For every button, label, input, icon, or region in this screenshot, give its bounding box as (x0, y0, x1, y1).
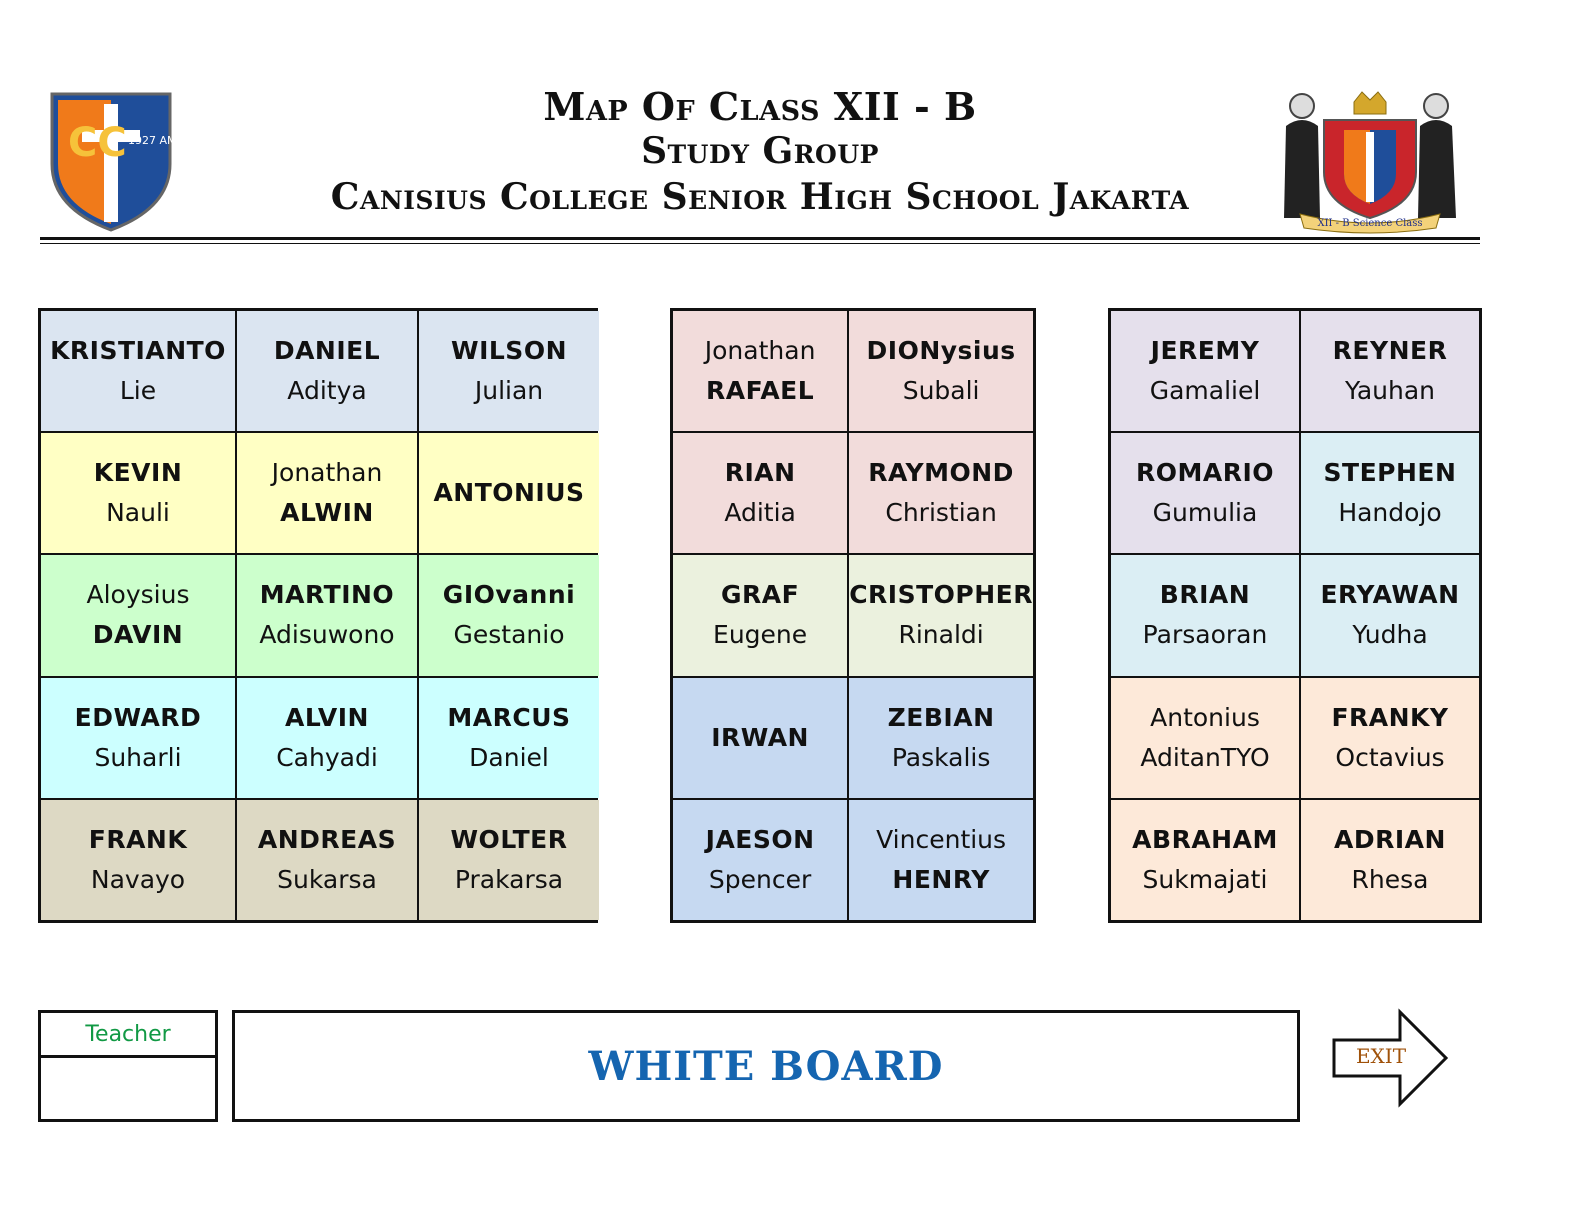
student-name-line1: DIONysius (866, 336, 1016, 366)
student-name-line1: GRAF (721, 580, 800, 610)
seat-card (1301, 433, 1479, 553)
student-name-line1: WILSON (451, 336, 567, 366)
student-name-line1: Antonius (1150, 702, 1260, 732)
seat-card (1111, 678, 1299, 798)
school-crest-icon (44, 86, 194, 234)
seat-card (237, 800, 417, 920)
student-name-line1: Aloysius (86, 580, 190, 610)
student-name-line2: Sukarsa (277, 864, 377, 894)
student-name-line1: MARCUS (447, 702, 571, 732)
student-name-line1: STEPHEN (1323, 458, 1457, 488)
student-name-line1: JAESON (705, 824, 815, 854)
school-name: Canisius College Senior High School Jakarta (330, 176, 1190, 218)
student-name-line1: ANTONIUS (433, 478, 585, 508)
seat-group-left (38, 308, 598, 923)
seat-card (1111, 555, 1299, 675)
student-name-line1: CRISTOPHER (849, 580, 1033, 610)
student-name-line1: FRANK (88, 824, 188, 854)
seat-card (849, 678, 1033, 798)
header-rule-thin (40, 243, 1480, 244)
seat-card (419, 678, 599, 798)
seat-card (1111, 800, 1299, 920)
seat-card (673, 311, 847, 431)
student-name-line2: Nauli (106, 498, 170, 528)
seat-card (673, 678, 847, 798)
seat-card (419, 311, 599, 431)
student-name-line1: ZEBIAN (887, 702, 995, 732)
student-name-line2: Rinaldi (898, 620, 984, 650)
seat-card (1301, 678, 1479, 798)
svg-text:1927 AMDG: 1927 AMDG (128, 134, 194, 147)
seat-card (419, 800, 599, 920)
student-name-line2: Suharli (94, 742, 182, 772)
header-rule (40, 237, 1480, 240)
student-name-line1: KRISTIANTO (50, 336, 226, 366)
student-name-line1: RIAN (724, 458, 796, 488)
student-name-line2: Parsaoran (1142, 620, 1268, 650)
seat-card (1111, 311, 1299, 431)
student-name-line1: WOLTER (450, 824, 568, 854)
student-name-line2: Adisuwono (259, 620, 395, 650)
student-name-line1: Jonathan (271, 458, 383, 488)
seat-group-middle (670, 308, 1036, 923)
student-name-line2: Yudha (1352, 620, 1428, 650)
student-name-line1: IRWAN (711, 722, 809, 752)
student-name-line2: Eugene (713, 620, 808, 650)
student-name-line2: Paskalis (891, 742, 991, 772)
seat-card (849, 555, 1033, 675)
student-name-line2: Rhesa (1351, 864, 1429, 894)
student-name-line1: DANIEL (273, 336, 381, 366)
student-name-line1: FRANKY (1331, 702, 1449, 732)
student-name-line1: ADRIAN (1334, 824, 1446, 854)
student-name-line1: ROMARIO (1135, 458, 1275, 488)
whiteboard (232, 1010, 1300, 1122)
seat-card (673, 800, 847, 920)
student-name-line2: Octavius (1335, 742, 1445, 772)
student-name-line2: Gestanio (453, 620, 565, 650)
seat-card (419, 555, 599, 675)
student-name-line2: Sukmajati (1142, 864, 1268, 894)
seat-card (849, 800, 1033, 920)
seat-card (1301, 311, 1479, 431)
student-name-line2: Lie (119, 376, 157, 406)
student-name-line1: ERYAWAN (1320, 580, 1460, 610)
student-name-line2: AditanTYO (1140, 742, 1270, 772)
student-name-line1: REYNER (1332, 336, 1448, 366)
student-name-line2: Christian (885, 498, 997, 528)
student-name-line2: Gumulia (1152, 498, 1258, 528)
seat-card (419, 433, 599, 553)
seat-card (237, 311, 417, 431)
seat-card (41, 800, 235, 920)
seat-card (237, 678, 417, 798)
student-name-line2: Prakarsa (454, 864, 564, 894)
student-name-line2: Aditia (724, 498, 796, 528)
svg-text:CC: CC (68, 120, 127, 166)
student-name-line1: RAYMOND (868, 458, 1014, 488)
seat-card (1111, 433, 1299, 553)
seat-card (1301, 800, 1479, 920)
student-name-line2: RAFAEL (706, 376, 815, 406)
student-name-line1: GIOvanni (442, 580, 576, 610)
student-name-line1: EDWARD (74, 702, 202, 732)
seat-card (237, 433, 417, 553)
class-emblem-icon (1280, 86, 1460, 234)
seat-card (41, 433, 235, 553)
seat-card (673, 433, 847, 553)
student-name-line2: Cahyadi (276, 742, 378, 772)
seat-card (41, 555, 235, 675)
student-name-line2: HENRY (892, 864, 990, 894)
student-name-line1: ALVIN (285, 702, 369, 732)
student-name-line2: Navayo (90, 864, 186, 894)
student-name-line2: ALWIN (280, 498, 374, 528)
student-name-line2: Gamaliel (1149, 376, 1261, 406)
student-name-line1: Vincentius (876, 824, 1007, 854)
student-name-line1: MARTINO (259, 580, 395, 610)
student-name-line2: DAVIN (92, 620, 184, 650)
teacher-desk (38, 1010, 218, 1122)
student-name-line1: Jonathan (704, 336, 816, 366)
student-name-line2: Handojo (1338, 498, 1442, 528)
seat-card (673, 555, 847, 675)
exit-label: EXIT (1355, 1044, 1407, 1068)
seat-card (849, 433, 1033, 553)
svg-text:XII - B Science Class: XII - B Science Class (1317, 218, 1423, 229)
student-name-line1: ANDREAS (257, 824, 397, 854)
seat-card (41, 678, 235, 798)
student-name-line2: Yauhan (1344, 376, 1435, 406)
student-name-line1: ABRAHAM (1132, 824, 1278, 854)
student-name-line2: Daniel (469, 742, 549, 772)
student-name-line2: Aditya (287, 376, 367, 406)
student-name-line2: Julian (474, 376, 544, 406)
student-name-line1: JEREMY (1150, 336, 1260, 366)
teacher-label: Teacher (41, 1013, 215, 1058)
seat-card (1301, 555, 1479, 675)
seat-group-right (1108, 308, 1482, 923)
student-name-line2: Spencer (708, 864, 812, 894)
seat-card (237, 555, 417, 675)
page-subtitle: Study Group (641, 130, 879, 172)
student-name-line1: KEVIN (93, 458, 183, 488)
student-name-line1: BRIAN (1159, 580, 1251, 610)
whiteboard-label: WHITE BOARD (588, 1042, 944, 1090)
student-name-line2: Subali (902, 376, 980, 406)
seat-card (41, 311, 235, 431)
seat-card (849, 311, 1033, 431)
page-title: Map Of Class XII - B (543, 84, 977, 129)
